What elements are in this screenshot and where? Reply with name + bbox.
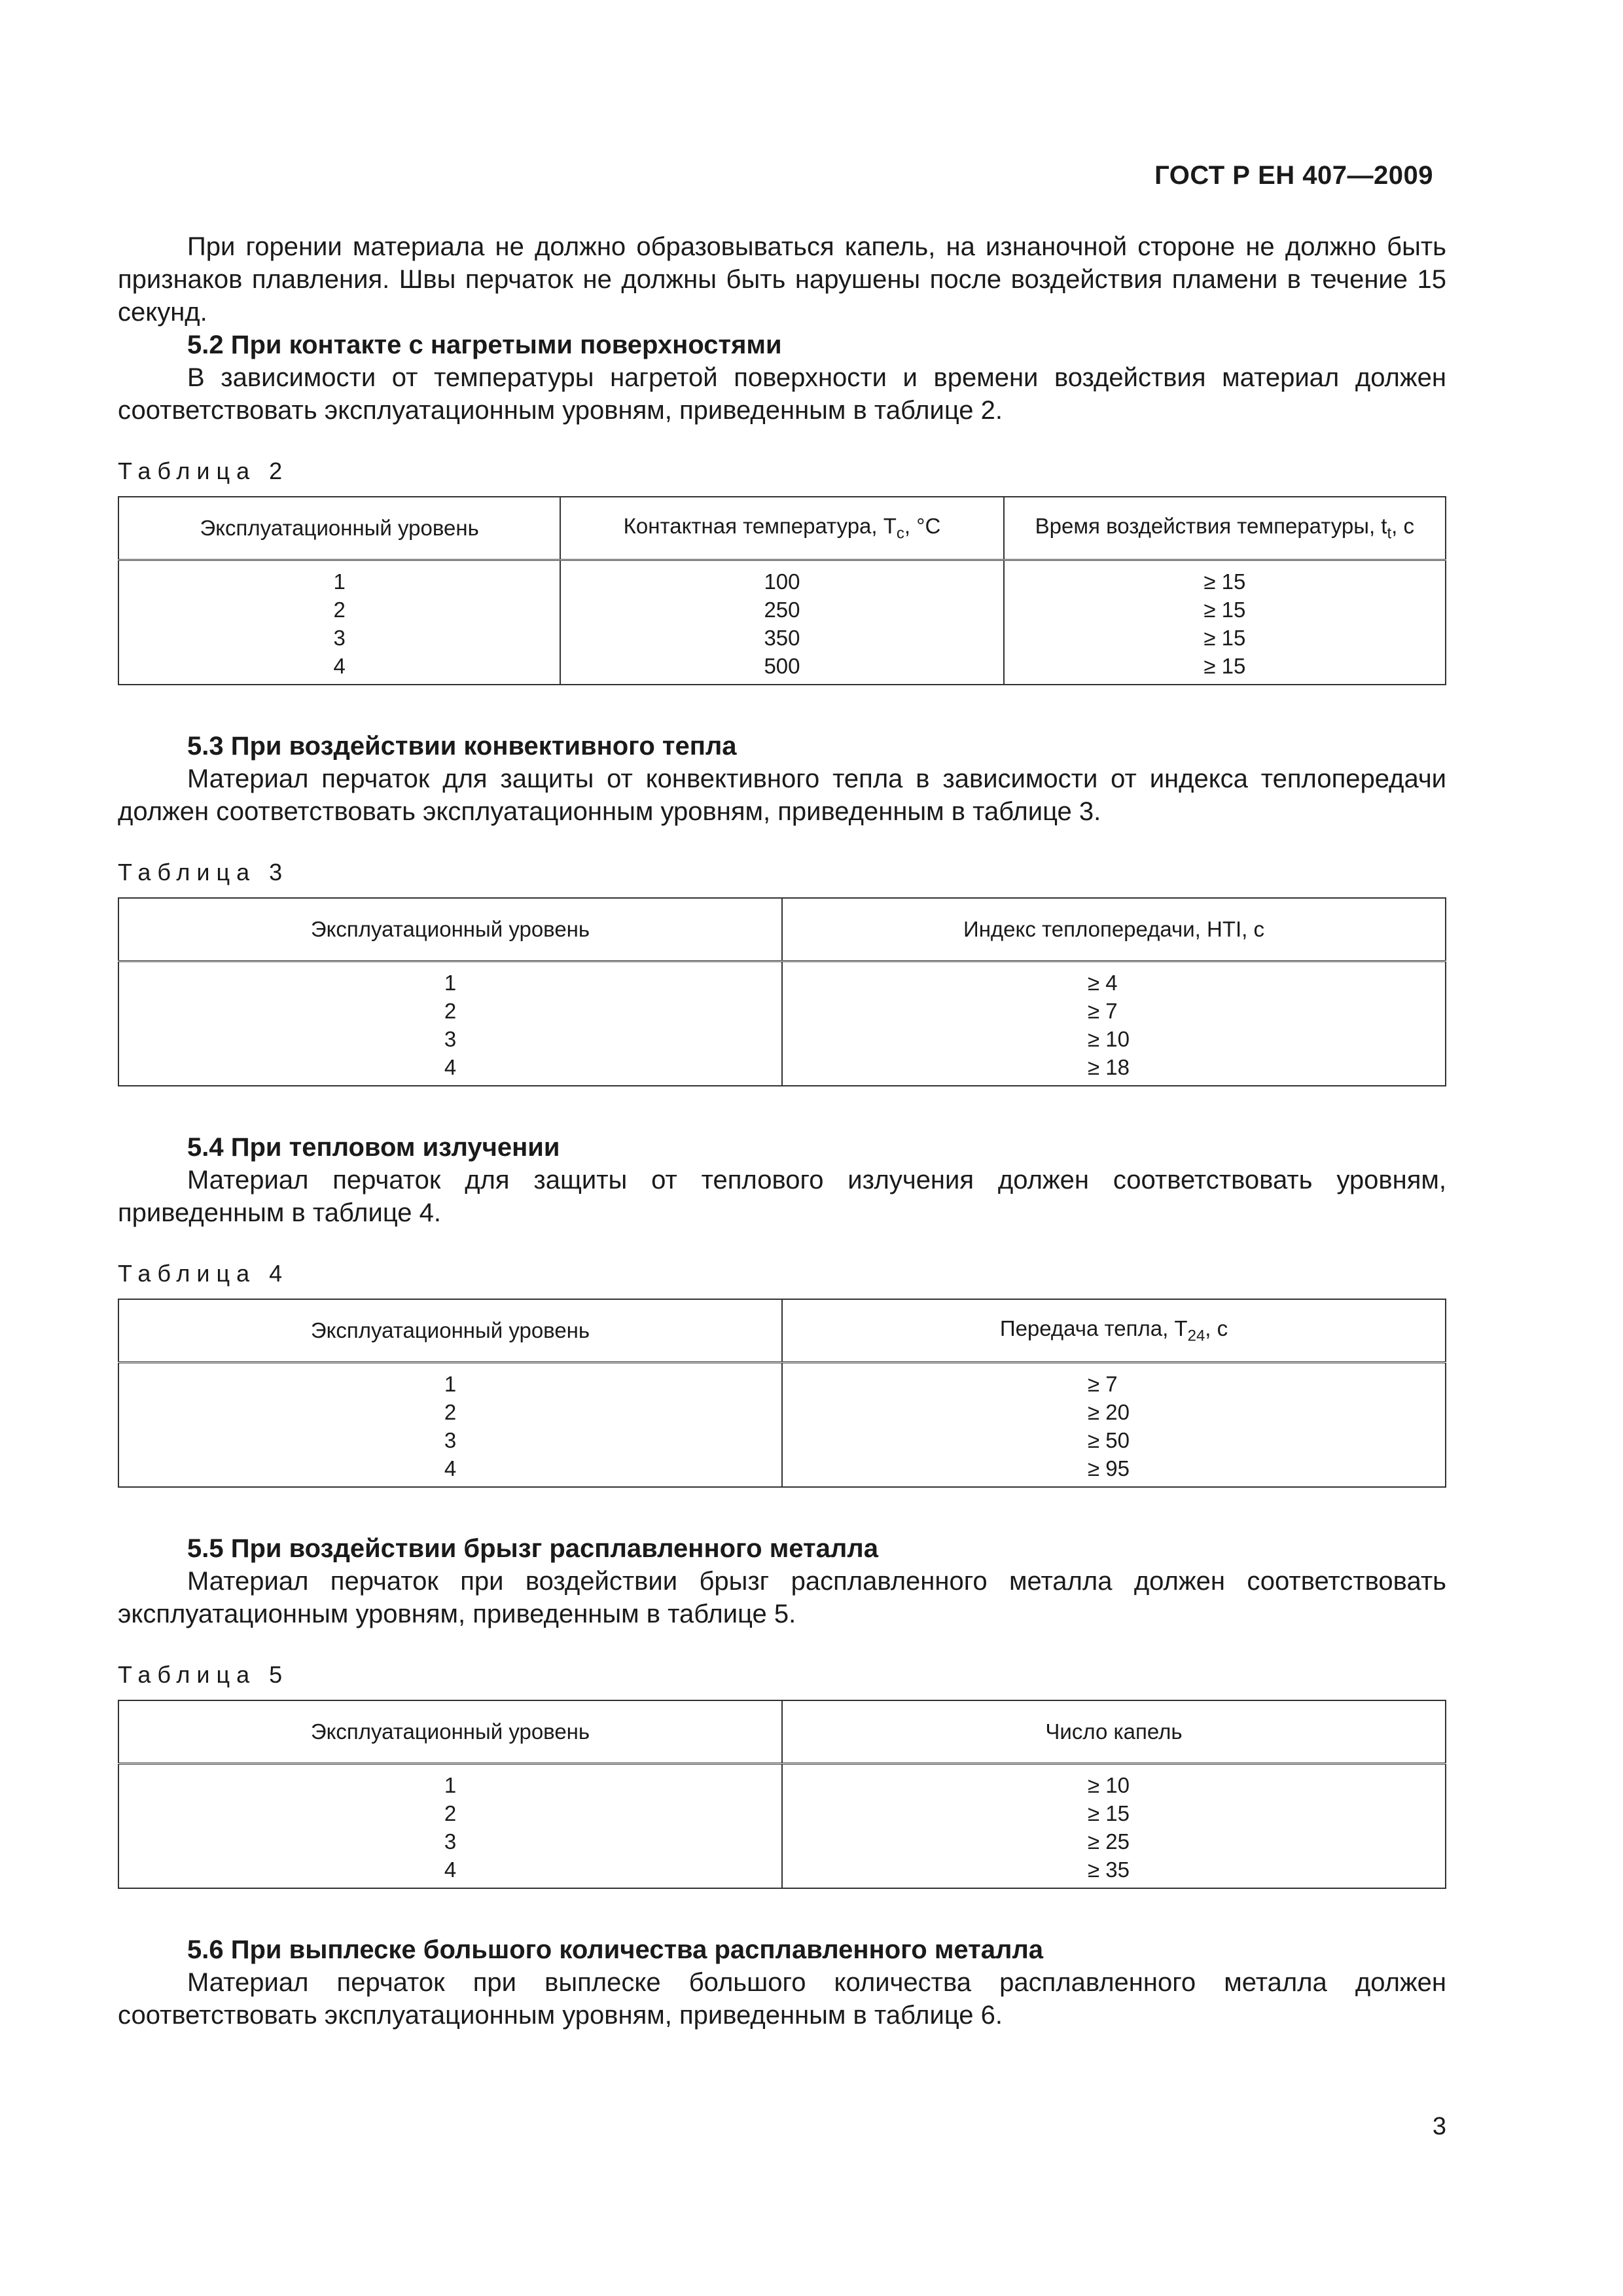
- table-5-caption: Таблица 5: [118, 1661, 289, 1688]
- table-4-header-heat-transfer: Передача тепла, $T_{24}$, с: [782, 1299, 1446, 1363]
- section-5-6-heading: 5.6 При выплеске большого количества расплавленного металла: [187, 1935, 1044, 1964]
- table-2-times: ≥ 15 ≥ 15 ≥ 15 ≥ 15: [1004, 560, 1446, 685]
- table-2-caption: Таблица 2: [118, 457, 289, 484]
- table-3-values: ≥ 4 ≥ 7 ≥ 10 ≥ 18: [782, 961, 1446, 1086]
- section-5-2-text: В зависимости от температуры нагретой поверхности и времени воздействия материал должен соответствовать эксплуатационным уровням, приведенным в таблице 2.: [118, 363, 1446, 425]
- section-5-2-heading: 5.2 При контакте с нагретыми поверхностями: [187, 331, 782, 359]
- table-2-header-level: Эксплуатационный уровень: [118, 497, 560, 560]
- table-row: [118, 1363, 1446, 1488]
- table-2-temperatures: 100 250 350 500: [560, 560, 1003, 685]
- section-5-4-heading: 5.4 При тепловом излучении: [187, 1133, 560, 1162]
- section-5-5-text: Материал перчаток при воздействии брызг расплавленного металла должен соответствовать эксплуатационным уровням, приведенным в таблице 5.: [118, 1567, 1446, 1628]
- section-5-3-heading: 5.3 При воздействии конвективного тепла: [187, 732, 737, 761]
- section-5-3-text: Материал перчаток для защиты от конвективного тепла в зависимости от индекса теплопередачи должен соответствовать эксплуатационным уровням, приведенным в таблице 3.: [118, 764, 1446, 826]
- table-3-header-hti: Индекс теплопередачи, HTI, с: [782, 898, 1446, 961]
- page-number: 3: [1432, 2113, 1446, 2140]
- table-2-levels: 1 2 3 4: [118, 560, 560, 685]
- table-3-levels: 1 2 3 4: [118, 961, 782, 1086]
- table-3-header-level: Эксплуатационный уровень: [118, 898, 782, 961]
- table-row: [118, 961, 1446, 1086]
- section-5-6-text: Материал перчаток при выплеске большого количества расплавленного металла должен соответствовать эксплуатационным уровням, приведенным в таблице 6.: [118, 1968, 1446, 2030]
- table-4: [118, 1299, 1446, 1488]
- table-3-caption: Таблица 3: [118, 859, 289, 886]
- section-5-4-text: Материал перчаток для защиты от теплового излучения должен соответствовать уровням, приведенным в таблице 4.: [118, 1166, 1446, 1227]
- section-5-5-heading: 5.5 При воздействии брызг расплавленного металла: [187, 1534, 878, 1563]
- table-5-levels: 1 2 3 4: [118, 1764, 782, 1889]
- table-5: [118, 1700, 1446, 1889]
- table-5-values: ≥ 10 ≥ 15 ≥ 25 ≥ 35: [782, 1764, 1446, 1889]
- table-5-header-level: Эксплуатационный уровень: [118, 1700, 782, 1764]
- table-5-header-drops: Число капель: [782, 1700, 1446, 1764]
- table-4-levels: 1 2 3 4: [118, 1363, 782, 1488]
- table-row: [118, 1764, 1446, 1889]
- table-4-caption: Таблица 4: [118, 1260, 289, 1287]
- table-4-header-level: Эксплуатационный уровень: [118, 1299, 782, 1363]
- table-2: [118, 496, 1446, 685]
- table-4-values: ≥ 7 ≥ 20 ≥ 50 ≥ 95: [782, 1363, 1446, 1488]
- table-3: [118, 897, 1446, 1086]
- standard-code-header: ГОСТ Р ЕН 407—2009: [1154, 161, 1433, 190]
- table-2-header-time: Время воздействия температуры, $t_t$, с: [1004, 497, 1446, 560]
- page-content: [118, 230, 1446, 2032]
- table-2-header-temperature: Контактная температура, $T_c$, °C: [560, 497, 1003, 560]
- intro-paragraph: При горении материала не должно образовываться капель, на изнаночной стороне не должно быть признаков плавления. Швы перчаток не должны быть нарушены после воздействия пламени в течение 15 секунд.: [118, 232, 1446, 327]
- table-row: [118, 560, 1446, 685]
